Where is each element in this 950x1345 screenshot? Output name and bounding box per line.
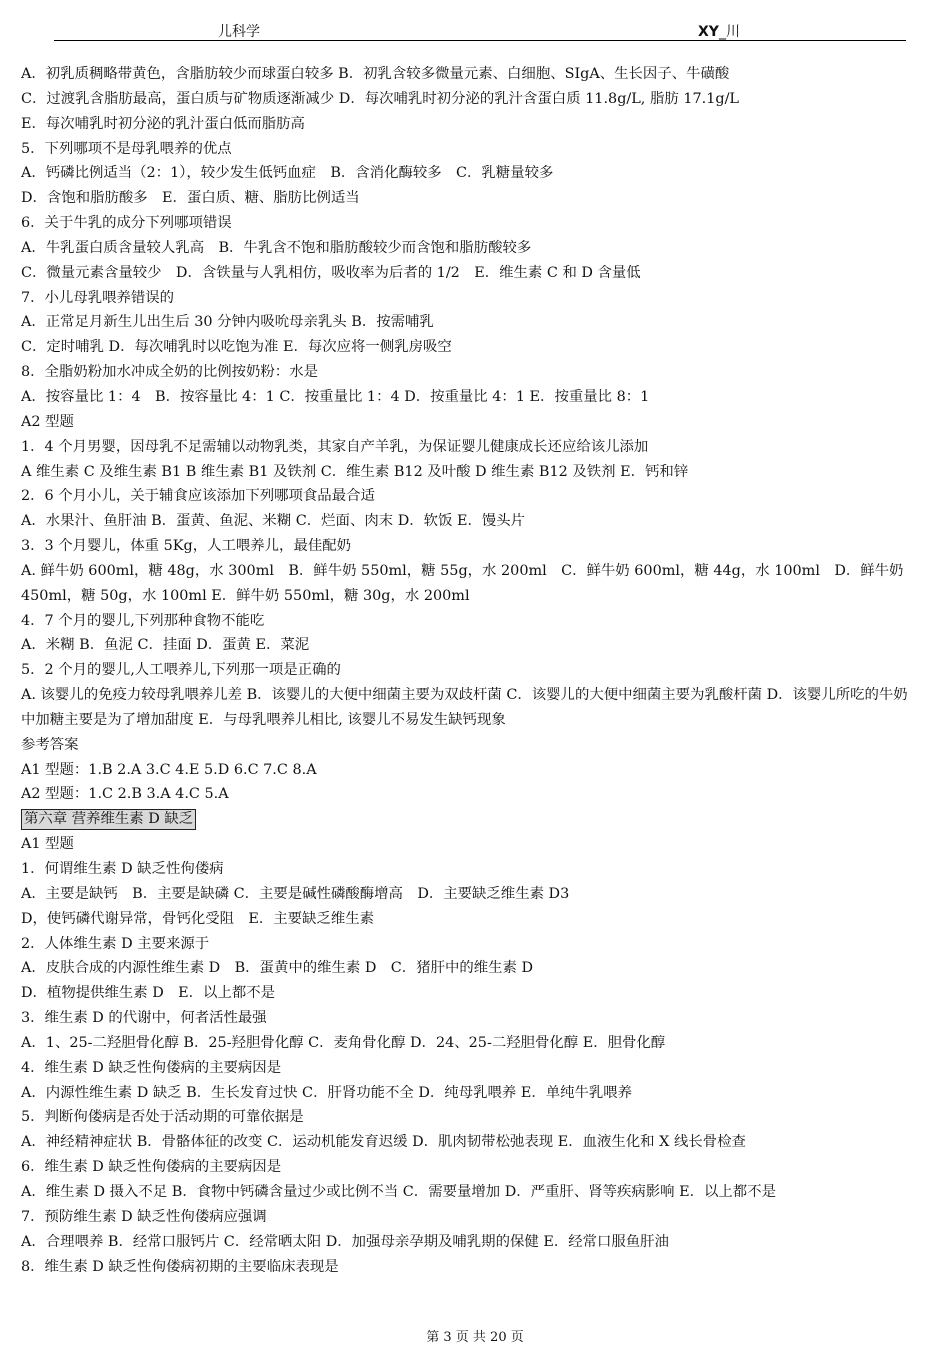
text-line: A．初乳质稠略带黄色，含脂肪较少而球蛋白较多 B．初乳含较多微量元素、白细胞、SIgA、生长因子、牛磺酸 [21,66,730,82]
answer-heading: 参考答案 [21,736,79,753]
question-stem: 5．2 个月的婴儿,人工喂养儿,下列那一项是正确的 [21,662,341,679]
text-line: A．钙磷比例适当（2：1），较少发生低钙血症 B．含消化酶较多 C．乳糖量较多 [21,165,554,182]
chapter-heading: 第六章 营养维生素 D 缺乏 [21,809,196,830]
question-stem: 6．关于牛乳的成分下列哪项错误 [21,215,232,232]
document-body [21,62,909,1279]
chapter-heading-row [21,807,909,832]
question-stem: 8．维生素 D 缺乏性佝偻病初期的主要临床表现是 [21,1258,339,1275]
question-stem: 7．小儿母乳喂养错误的 [21,289,175,306]
question-stem: 4．维生素 D 缺乏性佝偻病的主要病因是 [21,1059,282,1076]
text-line: A．按容量比 1：4 B．按容量比 4：1 C．按重量比 1：4 D．按重量比 4：1 E．按重量比 8：1 [21,388,650,405]
text-line: A．皮肤合成的内源性维生素 D B．蛋黄中的维生素 D C．猪肝中的维生素 D [21,960,534,977]
text-line: A 维生素 C 及维生素 B1 B 维生素 B1 及铁剂 C．维生素 B12 及叶酸 D 维生素 B12 及铁剂 E．钙和锌 [21,463,689,480]
text-line: A．合理喂养 B．经常口服钙片 C．经常晒太阳 D．加强母亲孕期及哺乳期的保健 E．经常口服鱼肝油 [21,1233,669,1250]
text-line: D．植物提供维生素 D E．以上都不是 [21,985,276,1002]
question-stem: 8．全脂奶粉加水冲成全奶的比例按奶粉：水是 [21,364,318,381]
section-heading: A1 型题 [21,836,74,853]
page-number: 第 3 页 共 20 页 [426,1330,524,1345]
text-line: A．正常足月新生儿出生后 30 分钟内吸吮母亲乳头 B．按需哺乳 [21,314,434,331]
question-stem: 6．维生素 D 缺乏性佝偻病的主要病因是 [21,1159,282,1176]
text-line: E．每次哺乳时初分泌的乳汁蛋白低而脂肪高 [21,115,305,132]
text-line: D，使钙磷代谢异常，骨钙化受阻 E．主要缺乏维生素 [21,910,375,927]
answer-line: A2 型题：1.C 2.B 3.A 4.C 5.A [21,786,229,803]
text-line: A．米糊 B．鱼泥 C．挂面 D．蛋黄 E．菜泥 [21,637,310,654]
question-stem: 2．人体维生素 D 主要来源于 [21,935,210,952]
page-header [54,18,906,41]
text-line: A. 该婴儿的免疫力较母乳喂养儿差 B．该婴儿的大便中细菌主要为双歧杆菌 C．该婴儿的大便中细菌主要为乳酸杆菌 D．该婴儿所吃的牛奶中加糖主要是为了增加甜度 E．与母乳喂养儿相比, 该婴儿不易发生缺钙现象 [21,687,908,728]
answer-line: A1 型题：1.B 2.A 3.C 4.E 5.D 6.C 7.C 8.A [21,761,317,778]
text-line: C．微量元素含量较少 D．含铁量与人乳相仿，吸收率为后者的 1/2 E．维生素 C 和 D 含量低 [21,264,641,281]
question-stem: 5．下列哪项不是母乳喂养的优点 [21,140,232,157]
text-line: A．神经精神症状 B．骨骼体征的改变 C．运动机能发育迟缓 D．肌肉韧带松弛表现 E．血液生化和 X 线长骨检查 [21,1134,746,1151]
text-line: A．水果汁、鱼肝油 B．蛋黄、鱼泥、米糊 C．烂面、肉末 D．软饭 E．馒头片 [21,513,526,530]
question-stem: 7．预防维生素 D 缺乏性佝偻病应强调 [21,1208,267,1225]
text-line: A．1、25-二羟胆骨化醇 B．25-羟胆骨化醇 C．麦角骨化醇 D．24、25-二羟胆骨化醇 E．胆骨化醇 [21,1034,666,1051]
section-heading: A2 型题 [21,413,74,430]
question-stem: 5．判断佝偻病是否处于活动期的可靠依据是 [21,1109,304,1126]
text-line: A．主要是缺钙 B．主要是缺磷 C．主要是碱性磷酸酶增高 D．主要缺乏维生素 D3 [21,885,570,902]
text-line: D．含饱和脂肪酸多 E．蛋白质、糖、脂肪比例适当 [21,190,360,207]
header-author [698,21,740,41]
text-line: A．牛乳蛋白质含量较人乳高 B．牛乳含不饱和脂肪酸较少而含饱和脂肪酸较多 [21,239,532,256]
text-line: A．维生素 D 摄入不足 B．食物中钙磷含量过少或比例不当 C．需要量增加 D．严重肝、肾等疾病影响 E．以上都不是 [21,1183,776,1200]
question-stem: 4．7 个月的婴儿,下列那种食物不能吃 [21,612,265,629]
header-author-bold: XY [698,24,719,40]
text-line: C．定时哺乳 D．每次哺乳时以吃饱为准 E．每次应将一侧乳房吸空 [21,339,452,356]
question-stem: 3．维生素 D 的代谢中，何者活性最强 [21,1010,267,1027]
question-stem: 1．4 个月男婴，因母乳不足需辅以动物乳类，其家自产羊乳，为保证婴儿健康成长还应给该儿添加 [21,438,649,455]
text-line: A. 鲜牛奶 600ml，糖 48g，水 300ml B．鲜牛奶 550ml，糖 55g，水 200ml C．鲜牛奶 600ml，糖 44g，水 100ml D．鲜牛奶 450ml，糖 50g，水 100ml E．鲜牛奶 550ml，糖 30g，水 200ml [21,562,904,604]
text-line: C．过渡乳含脂肪最高，蛋白质与矿物质逐渐减少 D．每次哺乳时初分泌的乳汁含蛋白质 11.8g/L, 脂肪 17.1g/L [21,90,739,107]
text-line: A．内源性维生素 D 缺乏 B．生长发育过快 C．肝肾功能不全 D．纯母乳喂养 E．单纯牛乳喂养 [21,1084,633,1101]
question-stem: 3．3 个月婴儿，体重 5Kg，人工喂养儿，最佳配奶 [21,538,352,555]
header-title: 儿科学 [218,24,260,40]
question-stem: 1．何谓维生素 D 缺乏性佝偻病 [21,861,224,877]
header-author-rest: _川 [718,24,740,40]
question-stem: 2．6 个月小儿，关于辅食应该添加下列哪项食品最合适 [21,488,375,505]
